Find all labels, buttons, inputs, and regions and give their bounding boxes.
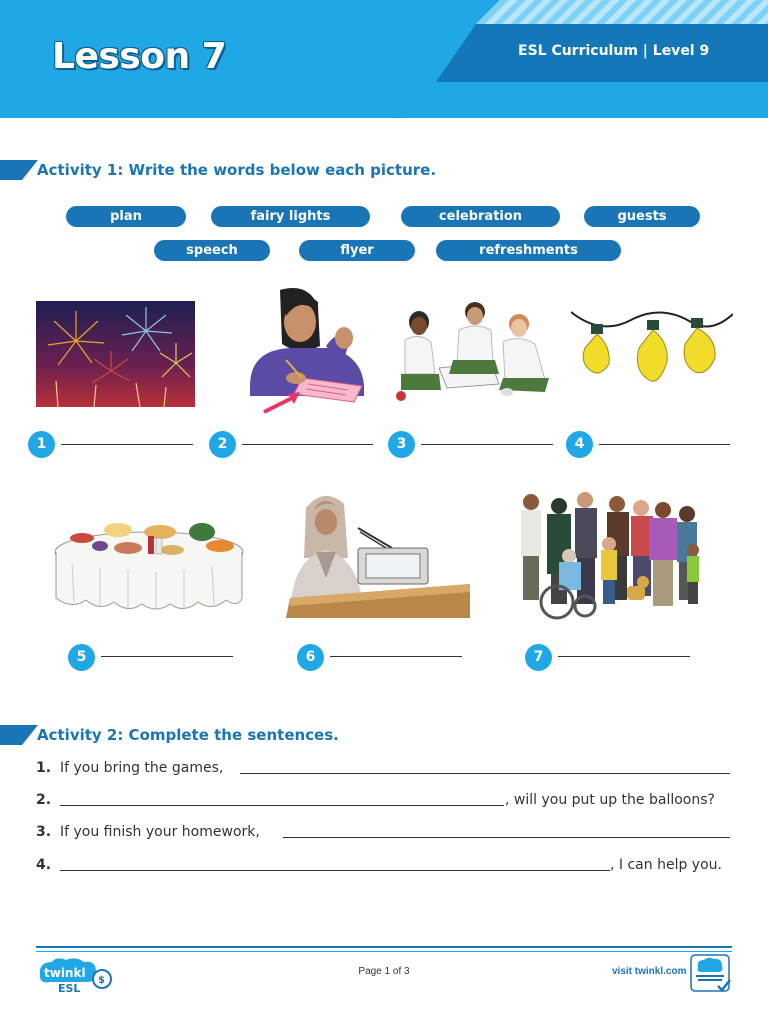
answer-line-5[interactable] [101, 656, 233, 657]
number-badge-5: 5 [68, 644, 95, 671]
footer-divider-thin [36, 951, 732, 952]
fireworks-image [36, 301, 195, 407]
number-badge-4: 4 [566, 431, 593, 458]
number-badge-2: 2 [209, 431, 236, 458]
sentence-1-blank[interactable] [240, 773, 730, 774]
answer-line-4[interactable] [599, 444, 730, 445]
sentence-4-number: 4. [36, 857, 52, 873]
number-badge-6: 6 [297, 644, 324, 671]
word-plan: plan [66, 206, 186, 227]
writing-plan-image [230, 286, 370, 414]
speech-image [286, 488, 472, 618]
number-badge-1: 1 [28, 431, 55, 458]
activity-2-heading: Activity 2: Complete the sentences. [37, 726, 339, 744]
quality-badge-icon [690, 954, 732, 994]
sentence-2-number: 2. [36, 792, 52, 808]
sentence-3-text: If you finish your homework, [60, 824, 260, 840]
curriculum-level: ESL Curriculum | Level 9 [518, 43, 710, 59]
fairy-lights-image [571, 306, 733, 388]
footer-divider [36, 946, 732, 948]
sentence-4-blank[interactable] [60, 870, 610, 871]
answer-line-2[interactable] [242, 444, 373, 445]
children-planning-image [395, 300, 553, 408]
page-number: Page 1 of 3 [358, 966, 410, 977]
answer-line-1[interactable] [61, 444, 193, 445]
number-badge-7: 7 [525, 644, 552, 671]
answer-line-7[interactable] [558, 656, 690, 657]
sentence-1-text: If you bring the games, [60, 760, 224, 776]
sentence-1-number: 1. [36, 760, 52, 776]
guests-image [513, 490, 705, 624]
word-guests: guests [584, 206, 700, 227]
svg-text:ESL: ESL [58, 982, 81, 994]
sentence-2-text: , will you put up the balloons? [505, 792, 715, 808]
svg-text:twinkl: twinkl [44, 966, 86, 980]
word-speech: speech [154, 240, 270, 261]
refreshments-table-image [52, 518, 246, 614]
word-flyer: flyer [299, 240, 415, 261]
activity-1-heading: Activity 1: Write the words below each picture. [37, 161, 437, 179]
word-refreshments: refreshments [436, 240, 621, 261]
svg-text:$: $ [98, 975, 105, 986]
word-fairy-lights: fairy lights [211, 206, 370, 227]
answer-line-6[interactable] [330, 656, 462, 657]
answer-line-3[interactable] [421, 444, 553, 445]
sentence-3-number: 3. [36, 824, 52, 840]
visit-twinkl-link[interactable]: visit twinkl.com [612, 966, 687, 977]
activity-flag-icon [0, 725, 38, 745]
sentence-4-text: , I can help you. [610, 857, 722, 873]
sentence-2-blank[interactable] [60, 805, 504, 806]
sentence-3-blank[interactable] [283, 837, 730, 838]
lesson-title: Lesson 7 [52, 36, 227, 77]
activity-flag-icon [0, 160, 38, 180]
number-badge-3: 3 [388, 431, 415, 458]
word-celebration: celebration [401, 206, 560, 227]
